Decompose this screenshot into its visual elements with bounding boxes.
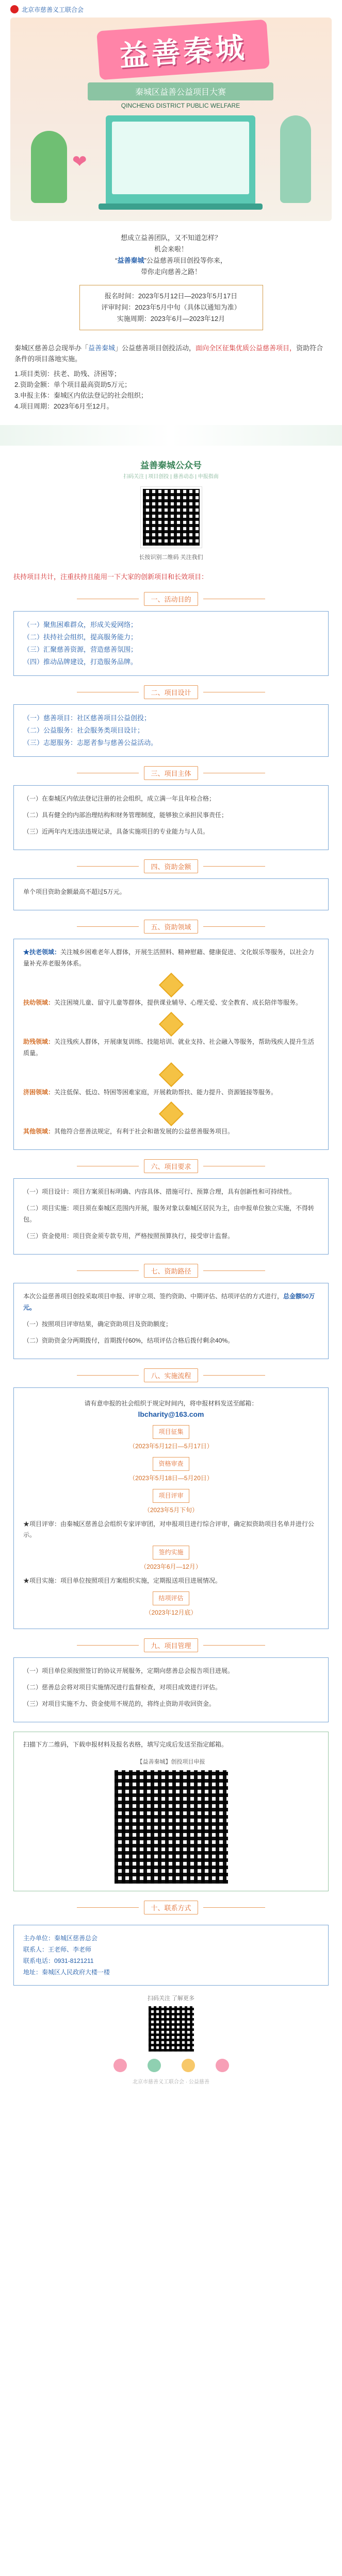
org-logo-icon	[10, 5, 19, 13]
footer-caption: 扫码关注 了解更多	[147, 1995, 195, 2002]
list-item: 1.项目类别：扶老、助残、济困等；	[14, 370, 121, 378]
goals-box	[13, 611, 329, 676]
section-title: 四、资助金额	[144, 859, 198, 873]
paragraph: （三）对项目实施不力、资金使用不规范的，将终止资助并收回资金。	[23, 1700, 216, 1707]
contact-line: 地址：秦城区人民政府大楼一楼	[23, 1969, 110, 1976]
qr-code-image[interactable]	[149, 2006, 194, 2052]
flow-step: 资格审查	[153, 1457, 189, 1471]
flow-timeline	[13, 1387, 329, 1629]
paragraph: （二）资助资金分两期拨付，首期拨付60%，结项评估合格后拨付剩余40%。	[23, 1337, 234, 1344]
section-header	[0, 859, 342, 873]
intro-line: 机会来啦！	[154, 245, 188, 253]
lead-text: 扶持项目共计，注重扶持且能用一下大家的创新项目和长效项目：	[13, 573, 208, 581]
list-item: （三）汇聚慈善资源，营造慈善氛围；	[23, 646, 138, 653]
paragraph: （二）具有健全的内部治理结构和财务管理制度，能够独立承担民事责任；	[23, 811, 228, 819]
section-header	[0, 1159, 342, 1173]
flower-icon	[148, 2059, 161, 2072]
list-item: （三）志愿服务：志愿者参与慈善公益活动。	[23, 739, 158, 747]
qr-caption: 长按识别二维码 关注我们	[139, 554, 203, 561]
section-title: 八、实施流程	[144, 1368, 198, 1382]
footer-qr	[0, 1994, 342, 2085]
hero-title: 益善秦城	[96, 20, 270, 80]
section-title: 三、项目主体	[144, 766, 198, 780]
diamond-icon	[158, 1101, 183, 1126]
intro-line: 带你走向慈善之路！	[140, 268, 201, 276]
flower-icon	[216, 2059, 229, 2072]
intro-line: “益善秦城”公益慈善项目创投等你来，	[115, 257, 227, 264]
fields-box	[13, 939, 329, 1150]
flow-step: 结项评估	[153, 1591, 189, 1605]
plant-illustration	[31, 131, 67, 203]
footer-bottom-text: 北京市慈善义工联合会 · 公益慈善	[133, 2079, 209, 2085]
section-title: 七、资助路径	[144, 1264, 198, 1278]
paragraph: 其他领域：其他符合慈善法规定，有利于社会和谐发展的公益慈善服务项目。	[23, 1128, 234, 1135]
qr-code-image[interactable]	[115, 1770, 228, 1884]
section-header	[0, 766, 342, 780]
contact-phone[interactable]: 联系电话：0931-8121211	[23, 1957, 94, 1964]
paragraph: 济困领域：关注低保、低边、特困等困难家庭，开展救助帮扶、能力提升、资源链接等服务。	[23, 1089, 278, 1096]
paragraph: ★扶老领域：关注城乡困难老年人群体，开展生活照料、精神慰藉、健康促进、文化娱乐等服务，以社会力量补充养老服务体系。	[23, 948, 315, 967]
flow-date: （2023年12月底）	[145, 1609, 197, 1616]
diamond-icon	[158, 1062, 183, 1087]
paragraph: （一）按照项目评审结果，确定资助项目及资助额度；	[23, 1320, 172, 1328]
flow-text: ★项目评审：由秦城区慈善总会组织专家评审团，对申报项目进行综合评审，确定拟资助项目名单并进行公示。	[23, 1520, 315, 1538]
section-header	[0, 685, 342, 699]
subject-box	[13, 785, 329, 850]
list-item: （一）聚焦困难群众，形成关爱网络；	[23, 621, 138, 629]
list-item: 4.项目周期：2023年6月至12月。	[14, 402, 113, 410]
contact-box	[13, 1925, 329, 1986]
diamond-icon	[158, 1012, 183, 1037]
flow-date: （2023年5月18日—5月20日）	[129, 1475, 213, 1482]
flow-text: ★项目实施：项目单位按照项目方案组织实施，定期报送项目进展情况。	[23, 1577, 222, 1584]
requirements-box	[13, 1178, 329, 1255]
laptop-illustration	[106, 115, 255, 206]
section-title: 五、资助领域	[144, 920, 198, 934]
heart-icon: ❤	[72, 152, 87, 172]
section-title: 十、联系方式	[144, 1901, 198, 1914]
qr-section-subtitle: 扫码关注 | 项目创投 | 慈善动态 | 申报指南	[123, 474, 219, 480]
header-bar	[0, 0, 342, 14]
flow-date: （2023年5月12日—5月17日）	[129, 1443, 213, 1450]
qr-code-image[interactable]	[141, 487, 202, 548]
section-title: 一、活动目的	[144, 592, 198, 606]
flow-step: 项目征集	[153, 1425, 189, 1439]
section-header	[0, 920, 342, 934]
flower-icon	[113, 2059, 127, 2072]
amount-box	[13, 878, 329, 910]
flower-icon	[182, 2059, 195, 2072]
intro-text	[0, 232, 342, 278]
scan-note-box	[13, 1732, 329, 1891]
paragraph: （一）项目单位须按照签订的协议开展服务，定期向慈善总会报告项目进展。	[23, 1667, 234, 1674]
schedule-box	[79, 285, 263, 330]
paragraph: （一）项目设计：项目方案须目标明确、内容具体、措施可行、预算合理，具有创新性和可持续性。	[23, 1188, 296, 1195]
hero-banner	[10, 18, 332, 221]
hero-subtitle: 秦城区益善公益项目大赛	[88, 82, 273, 100]
section-title: 六、项目要求	[144, 1159, 198, 1173]
section-header	[0, 1264, 342, 1278]
section-title: 九、项目管理	[144, 1638, 198, 1652]
paragraph: 扶幼领域：关注困境儿童、留守儿童等群体，提供课业辅导、心理关爱、安全教育、成长陪伴等服务。	[23, 999, 302, 1006]
scan-note-text: 扫描下方二维码，下载申报材料及报名表格，填写完成后发送至指定邮箱。	[23, 1741, 228, 1748]
paragraph: （三）近两年内无违法违规记录，具备实施项目的专业能力与人员。	[23, 828, 209, 835]
paragraph: 助残领域：关注残疾人群体，开展康复训练、技能培训、就业支持、社会融入等服务，帮助残疾人提升生活质量。	[23, 1038, 315, 1057]
section-header	[0, 1901, 342, 1914]
qr-big-title: 【益善秦城】创投项目申报	[137, 1759, 205, 1765]
callout-text: 秦城区慈善总会现举办「益善秦城」公益慈善项目创投活动，面向全区征集优质公益慈善项目，资助符合条件的项目落地实施。 1.项目类别：扶老、助残、济困等； 2.资助金额：单个项目最高资助5万元； 3.申报主体：秦城区内依法登记的社会组织； 4.项目周期：2023年6月至12月。	[14, 343, 328, 412]
flow-date: （2023年6月—12月）	[140, 1563, 202, 1570]
list-item: （二）扶持社会组织，提高服务能力；	[23, 633, 138, 641]
list-item: （二）公益服务：社会服务类项目设计；	[23, 726, 144, 734]
flow-date: （2023年5月下旬）	[143, 1506, 199, 1514]
intro-line: 想成立益善团队，又不知道怎样？	[120, 234, 221, 242]
qr-section-title: 益善秦城公众号	[140, 461, 202, 470]
section-title: 二、项目设计	[144, 685, 198, 699]
contact-line: 主办单位：秦城区慈善总会	[23, 1935, 98, 1942]
flow-intro: 请有意申报的社会组织于规定时间内，将申报材料发送至邮箱：	[84, 1400, 258, 1407]
section-header	[0, 592, 342, 606]
plant-illustration	[280, 115, 311, 203]
org-name: 北京市慈善义工联合会	[22, 6, 84, 13]
list-item: 3.申报主体：秦城区内依法登记的社会组织；	[14, 392, 148, 399]
section-header	[0, 1368, 342, 1382]
hero-subtitle-en: QINCHENG DISTRICT PUBLIC WELFARE	[121, 102, 240, 109]
section-header	[0, 1638, 342, 1652]
list-item: （四）推动品牌建设，打造服务品牌。	[23, 658, 138, 666]
flow-step: 签约实施	[153, 1546, 189, 1560]
intro-highlight: 益善秦城	[117, 257, 144, 264]
decorative-ribbon	[0, 425, 342, 446]
paragraph: （一）在秦城区内依法登记注册的社会组织，成立满一年且年检合格；	[23, 795, 216, 802]
schedule-line: 评审时间：2023年5月中旬（具体以通知为准）	[101, 303, 241, 311]
paragraph: 单个项目资助金额最高不超过5万元。	[23, 888, 126, 895]
paragraph: 本次公益慈善项目创投采取项目申报、评审立项、签约资助、中期评估、结项评估的方式进行，总金额50万元。	[23, 1293, 315, 1311]
list-item: 2.资助金额：单个项目最高资助5万元；	[14, 381, 132, 388]
contact-line: 联系人：王老师、李老师	[23, 1946, 92, 1953]
paragraph: （二）项目实施：项目须在秦城区范围内开展，服务对象以秦城区居民为主，由申报单位独立实施，不得转包。	[23, 1205, 315, 1223]
flow-step: 项目评审	[153, 1489, 189, 1503]
footer-decor	[0, 2059, 342, 2072]
schedule-line: 报名时间：2023年5月12日—2023年5月17日	[104, 292, 238, 300]
callout-list	[14, 368, 328, 412]
list-item: （一）慈善项目：社区慈善项目公益创投；	[23, 714, 151, 722]
diamond-icon	[158, 973, 183, 997]
contact-email-link[interactable]: lbcharity@163.com	[138, 1410, 204, 1418]
schedule-line: 实施周期：2023年6月—2023年12月	[117, 315, 225, 323]
qr-big-wrap	[107, 1757, 236, 1884]
path-box	[13, 1283, 329, 1359]
paragraph: （三）资金使用：项目资金须专款专用，严格按照预算执行，接受审计监督。	[23, 1232, 234, 1240]
management-box	[13, 1657, 329, 1722]
paragraph: （二）慈善总会将对项目实施情况进行监督检查，对项目成效进行评估。	[23, 1684, 222, 1691]
design-box	[13, 704, 329, 757]
